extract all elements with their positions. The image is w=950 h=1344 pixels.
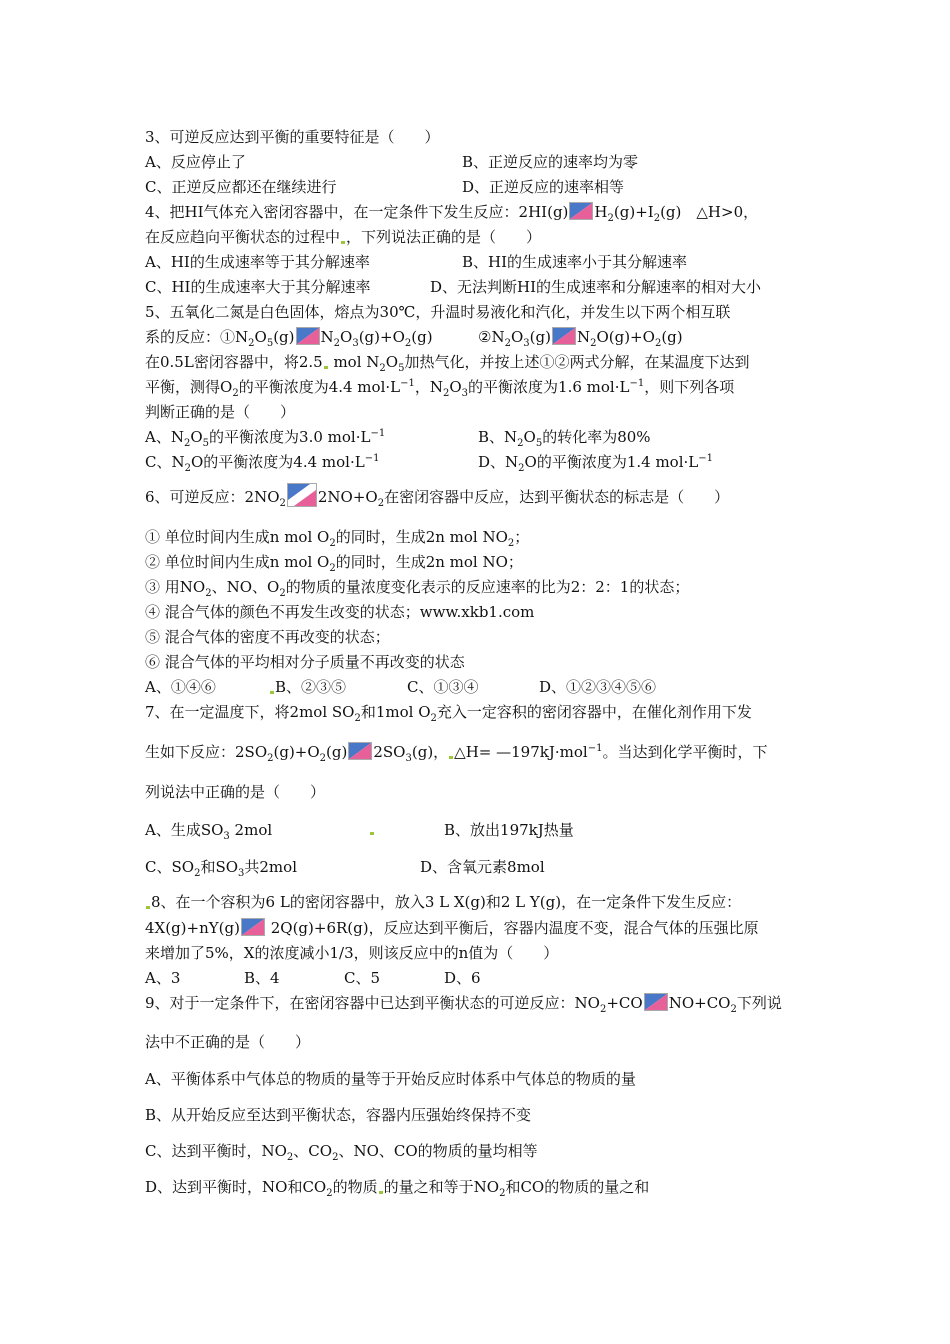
q6-option-b: B、②③⑤ (269, 677, 346, 697)
q4-option-d: D、无法判断HI的生成速率和分解速率的相对大小 (430, 278, 762, 296)
q4-stem-line1: 4、把HI气体充入密闭容器中，在一定条件下发生反应：2HI(g) $H_2(g)+I_2(g)$ △H>0， (145, 203, 759, 224)
q9-option-d: D、达到平衡时，NO和$CO_2$的物质 的量之和等于$NO_2$和CO的物质的量之和 (145, 1178, 650, 1199)
q3-option-d: D、正逆反应的速率相等 (462, 178, 625, 196)
q7-option-d: D、含氧元素8mol (420, 858, 545, 876)
q7-stem-line2: 生如下反应：$2SO_2(g)+O_2(g)$ $2SO_3(g)$， △H= —197kJ·mol$^{-1}$。当达到化学平衡时，下 (145, 743, 768, 764)
q9-option-b: B、从开始反应至达到平衡状态，容器内压强始终保持不变 (145, 1106, 532, 1124)
equilibrium-arrow-icon (348, 742, 372, 760)
q7-stem-line3: 列说法中正确的是（ ） (145, 783, 326, 801)
q8-option-c: C、5 (344, 969, 381, 987)
q3-option-b: B、正逆反应的速率均为零 (462, 153, 639, 171)
q7-stem-line1: 7、在一定温度下，将2mol $SO_2$和1mol $O_2$充入一定容积的密闭容器中，在催化剂作用下发 (145, 703, 752, 724)
q4-stem-line2: 在反应趋向平衡状态的过程中 ，下列说法正确的是（ ） (145, 228, 542, 246)
q3-options-row2 (145, 177, 625, 197)
q8-option-a: A、3 (145, 969, 181, 987)
q8-stem-line2: 4X(g)+nY(g) 2Q(g)+6R(g)，反应达到平衡后，容器内温度不变，混合气体的压强比原 (145, 919, 759, 937)
watermark-dot-icon (379, 1191, 383, 1194)
q6-option-d: D、①②③④⑤⑥ (539, 678, 657, 696)
q4-option-c: C、HI的生成速率大于其分解速率 (145, 278, 371, 296)
q3-option-c: C、正逆反应都还在继续进行 (145, 178, 337, 196)
q9-option-c: C、达到平衡时，$NO_2$、$CO_2$、NO、CO的物质的量均相等 (145, 1142, 538, 1163)
equilibrium-arrow-icon (241, 918, 265, 936)
q5-stem-line4: 平衡，测得$O_2$的平衡浓度为4.4 $mol\cdot L^{-1}$，$N_2O_3$的平衡浓度为1.6 $mol\cdot L^{-1}$，则下列各项 (145, 378, 735, 399)
q6-item-2: ② 单位时间内生成n mol $O_2$的同时，生成2n mol NO； (145, 553, 523, 574)
watermark-dot-icon (449, 756, 453, 759)
q7-options-row2 (145, 857, 545, 879)
equilibrium-arrow-icon (569, 202, 593, 220)
q8-options (145, 968, 481, 988)
q8-option-b: B、4 (244, 969, 280, 987)
q8-option-d: D、6 (444, 969, 481, 987)
q9-option-a: A、平衡体系中气体总的物质的量等于开始反应时体系中气体总的物质的量 (145, 1070, 636, 1088)
q6-item-4: ④ 混合气体的颜色不再发生改变的状态；www.xkb1.com (145, 603, 535, 621)
equilibrium-arrow-icon (644, 993, 668, 1011)
q5-stem-line2: 系的反应：$①N_2O_5(g)$ $N_2O_3(g)+O_2(g)$ $②N_2O_3(g)$ $N_2O(g)+O_2(g)$ (145, 328, 683, 349)
q5-option-b: B、$N_2O_5$的转化率为80% (478, 428, 651, 449)
q4-option-a: A、HI的生成速率等于其分解速率 (145, 253, 370, 271)
equilibrium-arrow-icon (552, 327, 576, 345)
q3-options-row1 (145, 152, 639, 172)
q6-item-5: ⑤ 混合气体的密度不再改变的状态； (145, 628, 390, 646)
q7-option-c: C、$SO_2$和$SO_3$共2mol (145, 858, 297, 879)
q6-item-3: ③ 用$NO_2$、NO、$O_2$的物质的量浓度变化表示的反应速率的比为2：2：1的状态； (145, 578, 690, 599)
q5-options-row1 (145, 427, 651, 449)
q4-options-row1 (145, 252, 688, 272)
equilibrium-arrow-icon (296, 327, 320, 345)
q6-option-a: A、①④⑥ (145, 678, 216, 696)
q5-option-a: A、$N_2O_5$的平衡浓度为3.0 $mol\cdot L^{-1}$ (145, 428, 386, 449)
q6-item-1: ① 单位时间内生成n mol $O_2$的同时，生成2n mol $NO_2$； (145, 528, 530, 549)
q4-option-b: B、HI的生成速率小于其分解速率 (462, 253, 688, 271)
q5-options-row2 (145, 452, 713, 474)
watermark-dot-icon (341, 241, 345, 244)
q9-stem-line1: 9、对于一定条件下，在密闭容器中已达到平衡状态的可逆反应：$NO_2+CO$ $NO+CO_2$下列说 (145, 994, 782, 1015)
q6-options (145, 677, 657, 697)
q5-option-c: C、$N_2O$的平衡浓度为4.4 $mol\cdot L^{-1}$ (145, 453, 380, 474)
watermark-dot-icon (370, 832, 374, 835)
q7-option-b: B、放出197kJ热量 (444, 821, 574, 839)
q7-options-row1 (145, 820, 574, 842)
q4-options-row2 (145, 277, 762, 297)
equilibrium-arrow-icon (287, 483, 317, 507)
q5-option-d: D、$N_2O$的平衡浓度为1.4 $mol\cdot L^{-1}$ (478, 453, 713, 474)
q7-option-a: A、生成$SO_3$ 2mol (145, 821, 273, 842)
q8-stem-line1: 8、在一个容积为6 L的密闭容器中，放入3 L X(g)和2 L Y(g)，在一定条件下发生反应： (145, 892, 741, 912)
q5-stem-line5: 判断正确的是（ ） (145, 403, 296, 421)
q6-item-6: ⑥ 混合气体的平均相对分子质量不再改变的状态 (145, 653, 465, 671)
q6-stem: 6、可逆反应：$2NO_2$ $2NO+O_2$在密闭容器中反应，达到平衡状态的标志是（ ） (145, 483, 729, 507)
q9-stem-line2: 法中不正确的是（ ） (145, 1033, 311, 1051)
watermark-dot-icon (324, 366, 328, 369)
q5-stem-line1: 5、五氧化二氮是白色固体，熔点为30℃，升温时易液化和汽化，并发生以下两个相互联 (145, 303, 731, 321)
watermark-dot-icon (146, 906, 150, 909)
q3-option-a: A、反应停止了 (145, 153, 246, 171)
q5-stem-line3: 在0.5L密闭容器中，将2.5 mol $N_2O_5$加热气化，并按上述①②两式分解，在某温度下达到 (145, 353, 750, 374)
q3-stem: 3、可逆反应达到平衡的重要特征是（ ） (145, 128, 440, 146)
watermark-dot-icon (270, 691, 274, 694)
q8-stem-line3: 来增加了5%，X的浓度减小1/3，则该反应中的n值为（ ） (145, 944, 559, 962)
q6-option-c: C、①③④ (407, 678, 479, 696)
